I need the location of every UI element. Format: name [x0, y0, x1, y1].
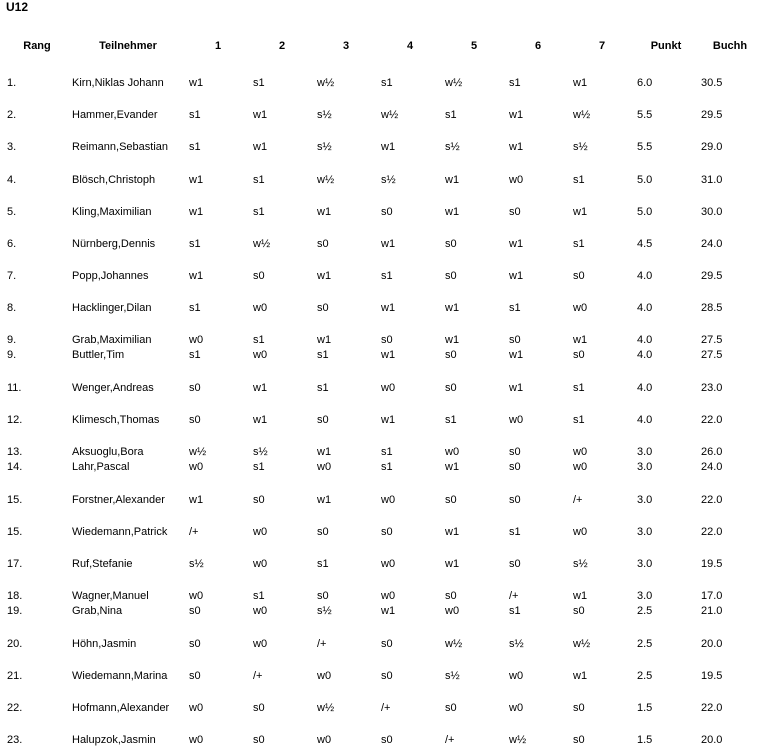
cell-round-2: s0	[253, 734, 265, 746]
cell-points: 4.0	[637, 414, 653, 426]
cell-round-4: w1	[381, 605, 396, 617]
cell-rank: 9.	[7, 334, 17, 346]
cell-round-1: w0	[189, 702, 204, 714]
cell-round-1: /+	[189, 526, 199, 538]
cell-round-2: s0	[253, 494, 265, 506]
cell-round-5: s½	[445, 670, 460, 682]
cell-rank: 12.	[7, 414, 23, 426]
cell-buchholz: 26.0	[701, 446, 723, 458]
cell-round-6: w1	[509, 141, 524, 153]
cell-points: 6.0	[637, 77, 653, 89]
cell-round-4: s0	[381, 206, 393, 218]
cell-points: 3.0	[637, 461, 653, 473]
cell-points: 2.5	[637, 605, 653, 617]
cell-round-3: s1	[317, 382, 329, 394]
cell-buchholz: 23.0	[701, 382, 723, 394]
cell-round-2: s0	[253, 702, 265, 714]
cell-participant: Forstner,Alexander	[72, 494, 165, 506]
cell-buchholz: 30.0	[701, 206, 723, 218]
cell-buchholz: 29.0	[701, 141, 723, 153]
cell-round-1: w1	[189, 206, 204, 218]
cell-round-3: w0	[317, 734, 332, 746]
cell-round-1: w1	[189, 174, 204, 186]
cell-participant: Grab,Nina	[72, 605, 123, 617]
cell-rank: 22.	[7, 702, 23, 714]
cell-round-1: s1	[189, 302, 201, 314]
header-round-6: 6	[534, 40, 542, 52]
cell-round-3: s1	[317, 558, 329, 570]
cell-buchholz: 24.0	[701, 461, 723, 473]
cell-points: 4.0	[637, 302, 653, 314]
cell-round-5: s0	[445, 494, 457, 506]
cell-round-6: s0	[509, 558, 521, 570]
cell-round-4: w1	[381, 349, 396, 361]
cell-round-1: w1	[189, 77, 204, 89]
cell-round-5: w0	[445, 446, 460, 458]
cell-round-7: w0	[573, 446, 588, 458]
cell-round-5: w1	[445, 526, 460, 538]
cell-round-6: w0	[509, 414, 524, 426]
cell-buchholz: 22.0	[701, 494, 723, 506]
cell-buchholz: 28.5	[701, 302, 723, 314]
cell-rank: 23.	[7, 734, 23, 746]
cell-round-5: s1	[445, 414, 457, 426]
cell-round-3: s0	[317, 526, 329, 538]
cell-participant: Reimann,Sebastian	[72, 141, 169, 153]
cell-round-5: w½	[445, 77, 463, 89]
cell-participant: Blösch,Christoph	[72, 174, 156, 186]
cell-round-2: w1	[253, 141, 268, 153]
cell-round-7: s1	[573, 382, 585, 394]
cell-points: 2.5	[637, 670, 653, 682]
cell-round-4: w1	[381, 414, 396, 426]
cell-round-5: s0	[445, 270, 457, 282]
header-round-5: 5	[470, 40, 478, 52]
cell-round-2: w1	[253, 414, 268, 426]
header-points: Punkt	[650, 40, 682, 52]
cell-round-6: s0	[509, 461, 521, 473]
cell-participant: Wagner,Manuel	[72, 590, 149, 602]
cell-round-1: w½	[189, 446, 207, 458]
cell-round-3: w0	[317, 670, 332, 682]
cell-rank: 5.	[7, 206, 17, 218]
cell-rank: 2.	[7, 109, 17, 121]
cell-round-7: s0	[573, 270, 585, 282]
header-rank: Rang	[23, 40, 51, 52]
cell-round-5: w1	[445, 206, 460, 218]
cell-round-7: w1	[573, 206, 588, 218]
cell-round-3: w1	[317, 206, 332, 218]
cell-participant: Kling,Maximilian	[72, 206, 152, 218]
cell-round-7: s½	[573, 141, 588, 153]
cell-round-3: s½	[317, 605, 332, 617]
cell-round-2: w1	[253, 109, 268, 121]
cell-rank: 3.	[7, 141, 17, 153]
cell-points: 3.0	[637, 526, 653, 538]
cell-participant: Höhn,Jasmin	[72, 638, 137, 650]
cell-rank: 13.	[7, 446, 23, 458]
cell-buchholz: 27.5	[701, 334, 723, 346]
cell-round-1: w0	[189, 461, 204, 473]
cell-buchholz: 19.5	[701, 670, 723, 682]
cell-round-2: w0	[253, 638, 268, 650]
cell-points: 4.0	[637, 382, 653, 394]
cell-round-6: s1	[509, 77, 521, 89]
cell-rank: 15.	[7, 526, 23, 538]
cell-participant: Wenger,Andreas	[72, 382, 154, 394]
cell-rank: 11.	[7, 382, 22, 394]
cell-round-7: w½	[573, 109, 591, 121]
cell-round-3: s0	[317, 414, 329, 426]
cell-round-7: w1	[573, 590, 588, 602]
cell-round-4: s1	[381, 77, 393, 89]
cell-points: 1.5	[637, 702, 653, 714]
cell-round-2: s1	[253, 334, 265, 346]
cell-round-1: w1	[189, 494, 204, 506]
cell-buchholz: 20.0	[701, 734, 723, 746]
cell-round-1: s1	[189, 141, 201, 153]
cell-round-1: s1	[189, 238, 201, 250]
cell-round-1: w0	[189, 734, 204, 746]
cell-round-4: s0	[381, 670, 393, 682]
cell-points: 4.5	[637, 238, 653, 250]
cell-round-4: w0	[381, 558, 396, 570]
cell-round-2: w0	[253, 349, 268, 361]
cell-round-5: s½	[445, 141, 460, 153]
cell-round-3: w1	[317, 334, 332, 346]
cell-round-4: s1	[381, 270, 393, 282]
cell-round-4: w0	[381, 590, 396, 602]
cell-rank: 18.	[7, 590, 23, 602]
cell-buchholz: 30.5	[701, 77, 723, 89]
cell-rank: 8.	[7, 302, 17, 314]
header-round-4: 4	[406, 40, 414, 52]
cell-round-6: w1	[509, 109, 524, 121]
cell-round-6: s1	[509, 302, 521, 314]
cell-points: 1.5	[637, 734, 653, 746]
cell-round-3: s0	[317, 590, 329, 602]
cell-round-4: w1	[381, 302, 396, 314]
cell-rank: 19.	[7, 605, 23, 617]
cell-participant: Wiedemann,Marina	[72, 670, 168, 682]
cell-round-4: w½	[381, 109, 399, 121]
cell-round-4: /+	[381, 702, 391, 714]
cell-round-1: s1	[189, 349, 201, 361]
cell-round-2: w½	[253, 238, 271, 250]
cell-round-2: w0	[253, 302, 268, 314]
cell-round-7: s0	[573, 605, 585, 617]
cell-round-3: w½	[317, 77, 335, 89]
cell-round-7: s½	[573, 558, 588, 570]
cell-buchholz: 31.0	[701, 174, 723, 186]
cell-points: 3.0	[637, 558, 653, 570]
cell-round-6: /+	[509, 590, 519, 602]
cell-buchholz: 29.5	[701, 109, 723, 121]
cell-round-7: w1	[573, 334, 588, 346]
cell-round-4: s0	[381, 734, 393, 746]
cell-round-3: /+	[317, 638, 327, 650]
cell-round-1: s0	[189, 414, 201, 426]
cell-round-6: w1	[509, 349, 524, 361]
cell-buchholz: 22.0	[701, 526, 723, 538]
cell-round-7: w0	[573, 461, 588, 473]
cell-round-7: w1	[573, 77, 588, 89]
cell-points: 5.5	[637, 141, 653, 153]
cell-round-2: s1	[253, 461, 265, 473]
cell-buchholz: 20.0	[701, 638, 723, 650]
cell-round-2: w0	[253, 558, 268, 570]
header-buchholz: Buchh	[712, 40, 748, 52]
cell-round-5: w1	[445, 558, 460, 570]
cell-round-4: w0	[381, 382, 396, 394]
cell-round-2: s1	[253, 174, 265, 186]
cell-round-4: s0	[381, 638, 393, 650]
header-round-7: 7	[598, 40, 606, 52]
cell-round-4: s0	[381, 526, 393, 538]
cell-round-4: s0	[381, 334, 393, 346]
cell-rank: 20.	[7, 638, 23, 650]
cell-round-7: w1	[573, 670, 588, 682]
cell-points: 4.0	[637, 334, 653, 346]
cell-round-4: s1	[381, 446, 393, 458]
cell-round-6: s0	[509, 206, 521, 218]
cell-round-4: s1	[381, 461, 393, 473]
cell-round-3: w0	[317, 461, 332, 473]
cell-round-5: s0	[445, 590, 457, 602]
cell-round-3: w½	[317, 174, 335, 186]
cell-round-6: s0	[509, 334, 521, 346]
cell-round-7: w½	[573, 638, 591, 650]
cell-participant: Nürnberg,Dennis	[72, 238, 156, 250]
cell-rank: 15.	[7, 494, 23, 506]
cell-points: 2.5	[637, 638, 653, 650]
cell-round-6: w1	[509, 382, 524, 394]
cell-round-2: /+	[253, 670, 263, 682]
cell-points: 5.0	[637, 206, 653, 218]
cell-rank: 4.	[7, 174, 17, 186]
cell-round-5: s1	[445, 109, 457, 121]
cell-round-6: s0	[509, 494, 521, 506]
cell-round-5: s0	[445, 382, 457, 394]
cell-round-7: s0	[573, 734, 585, 746]
cell-round-5: /+	[445, 734, 455, 746]
cell-round-3: w1	[317, 270, 332, 282]
cell-rank: 7.	[7, 270, 17, 282]
cell-round-1: s½	[189, 558, 204, 570]
cell-participant: Kirn,Niklas Johann	[72, 77, 164, 89]
header-round-3: 3	[342, 40, 350, 52]
cell-participant: Aksuoglu,Bora	[72, 446, 144, 458]
cell-buchholz: 17.0	[701, 590, 723, 602]
cell-round-5: w1	[445, 334, 460, 346]
cell-round-6: s0	[509, 446, 521, 458]
cell-buchholz: 27.5	[701, 349, 723, 361]
cell-round-2: s0	[253, 270, 265, 282]
cell-round-1: s0	[189, 605, 201, 617]
cell-round-6: w0	[509, 670, 524, 682]
cell-rank: 21.	[7, 670, 23, 682]
cell-rank: 9.	[7, 349, 17, 361]
cell-participant: Wiedemann,Patrick	[72, 526, 168, 538]
cell-points: 4.0	[637, 270, 653, 282]
cell-round-5: w½	[445, 638, 463, 650]
cell-round-5: w1	[445, 174, 460, 186]
cell-participant: Hofmann,Alexander	[72, 702, 170, 714]
cell-points: 3.0	[637, 494, 653, 506]
cell-round-6: w0	[509, 702, 524, 714]
cell-round-4: w1	[381, 141, 396, 153]
cell-participant: Ruf,Stefanie	[72, 558, 133, 570]
cell-round-6: w1	[509, 270, 524, 282]
cell-rank: 1.	[7, 77, 17, 89]
cell-round-4: s½	[381, 174, 396, 186]
header-participant: Teilnehmer	[99, 40, 157, 52]
cell-points: 4.0	[637, 349, 653, 361]
cell-round-3: w1	[317, 494, 332, 506]
cell-round-6: s1	[509, 526, 521, 538]
cell-points: 3.0	[637, 446, 653, 458]
header-round-2: 2	[278, 40, 286, 52]
cell-buchholz: 24.0	[701, 238, 723, 250]
cell-round-2: w0	[253, 605, 268, 617]
cell-points: 5.5	[637, 109, 653, 121]
cell-round-1: s0	[189, 670, 201, 682]
cell-round-2: s1	[253, 590, 265, 602]
cell-round-1: w0	[189, 590, 204, 602]
cell-round-1: s0	[189, 638, 201, 650]
cell-round-7: s0	[573, 702, 585, 714]
page-title: U12	[6, 0, 29, 14]
cell-buchholz: 21.0	[701, 605, 723, 617]
cell-rank: 6.	[7, 238, 17, 250]
cell-participant: Lahr,Pascal	[72, 461, 130, 473]
cell-points: 3.0	[637, 590, 653, 602]
cell-participant: Grab,Maximilian	[72, 334, 152, 346]
cell-points: 5.0	[637, 174, 653, 186]
cell-participant: Buttler,Tim	[72, 349, 125, 361]
cell-participant: Hacklinger,Dilan	[72, 302, 152, 314]
cell-round-3: s1	[317, 349, 329, 361]
cell-round-5: s0	[445, 702, 457, 714]
cell-buchholz: 22.0	[701, 702, 723, 714]
cell-round-4: w1	[381, 238, 396, 250]
cell-round-6: s½	[509, 638, 524, 650]
cell-round-7: s0	[573, 349, 585, 361]
cell-participant: Hammer,Evander	[72, 109, 158, 121]
cell-round-3: w½	[317, 702, 335, 714]
cell-round-2: s1	[253, 206, 265, 218]
cell-buchholz: 22.0	[701, 414, 723, 426]
cell-round-3: s0	[317, 238, 329, 250]
cell-round-7: s1	[573, 174, 585, 186]
cell-round-6: w½	[509, 734, 527, 746]
cell-round-1: w0	[189, 334, 204, 346]
cell-round-7: s1	[573, 238, 585, 250]
cell-round-3: s½	[317, 109, 332, 121]
cell-round-2: s1	[253, 77, 265, 89]
cell-round-5: w1	[445, 302, 460, 314]
cell-round-5: w1	[445, 461, 460, 473]
cell-round-7: /+	[573, 494, 583, 506]
cell-round-7: w0	[573, 526, 588, 538]
cell-rank: 14.	[7, 461, 23, 473]
cell-round-3: s½	[317, 141, 332, 153]
cell-round-6: s1	[509, 605, 521, 617]
cell-round-1: w1	[189, 270, 204, 282]
cell-round-5: s0	[445, 238, 457, 250]
cell-round-1: s1	[189, 109, 201, 121]
cell-rank: 17.	[7, 558, 23, 570]
header-round-1: 1	[214, 40, 222, 52]
cell-round-7: s1	[573, 414, 585, 426]
cell-round-2: s½	[253, 446, 268, 458]
cell-round-5: w0	[445, 605, 460, 617]
cell-buchholz: 29.5	[701, 270, 723, 282]
cell-buchholz: 19.5	[701, 558, 723, 570]
cell-round-4: w0	[381, 494, 396, 506]
cell-round-6: w0	[509, 174, 524, 186]
cell-round-3: s0	[317, 302, 329, 314]
cell-round-1: s0	[189, 382, 201, 394]
cell-round-6: w1	[509, 238, 524, 250]
cell-round-2: w1	[253, 382, 268, 394]
cell-participant: Popp,Johannes	[72, 270, 149, 282]
cell-round-2: w0	[253, 526, 268, 538]
cell-round-3: w1	[317, 446, 332, 458]
cell-participant: Klimesch,Thomas	[72, 414, 160, 426]
cell-round-7: w0	[573, 302, 588, 314]
cell-round-5: s0	[445, 349, 457, 361]
cell-participant: Halupzok,Jasmin	[72, 734, 156, 746]
